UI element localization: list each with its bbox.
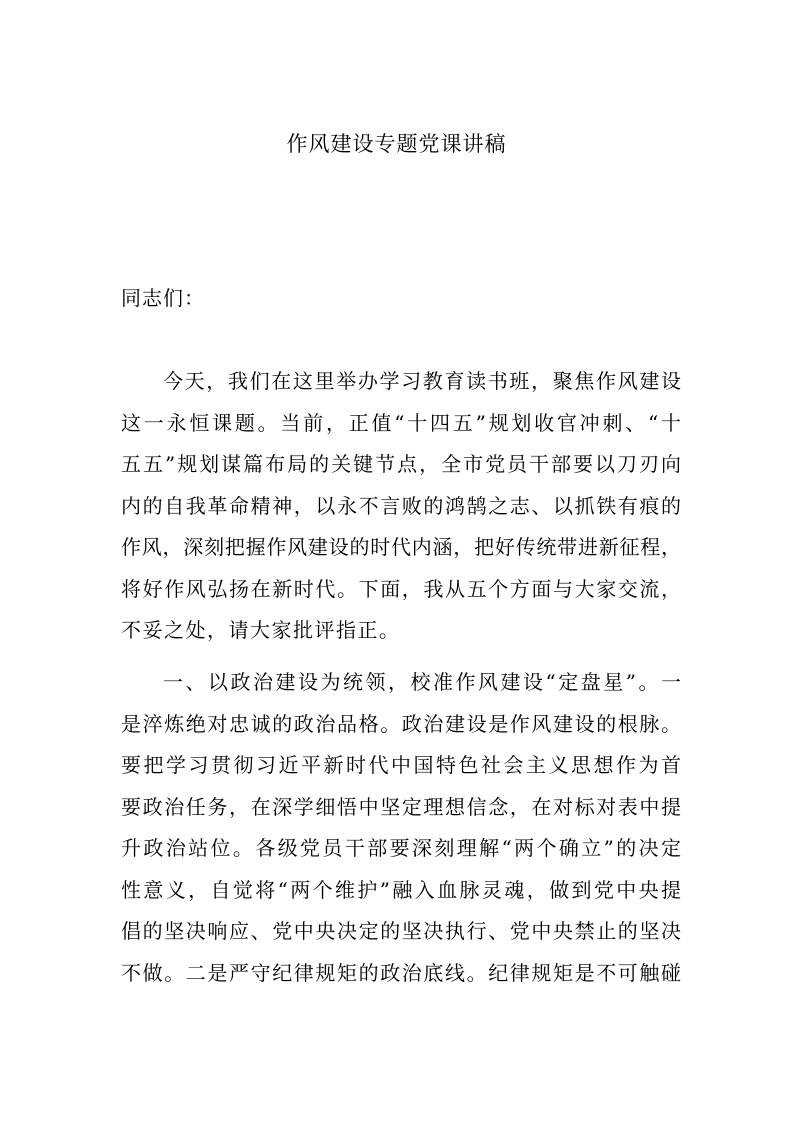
paragraph-intro: [121, 361, 681, 652]
paragraph-section-one: [121, 662, 681, 994]
paragraph-line: 一、以政治建设为统领，校准作风建设“定盘星”。一: [163, 670, 681, 694]
paragraph-line: 要把学习贯彻习近平新时代中国特色社会主义思想作为首: [121, 753, 681, 777]
paragraph-line: 将好作风弘扬在新时代。下面，我从五个方面与大家交流，: [121, 576, 681, 601]
paragraph-line: 升政治站位。各级党员干部要深刻理解“两个确立”的决定: [121, 836, 681, 860]
salutation: 同志们：: [121, 286, 205, 310]
paragraph-line: 性意义，自觉将“两个维护”融入血脉灵魂，做到党中央提: [121, 877, 681, 902]
paragraph-line: 不做。二是严守纪律规矩的政治底线。纪律规矩是不可触碰: [121, 960, 681, 985]
document-title: 作风建设专题党课讲稿: [286, 132, 507, 156]
paragraph-line: 五五”规划谋篇布局的关键节点，全市党员干部要以刀刃向: [121, 452, 681, 476]
paragraph-line: 作风，深刻把握作风建设的时代内涵，把好传统带进新征程，: [121, 535, 681, 559]
paragraph-line: 这一永恒课题。当前，正值“十四五”规划收官冲刺、“十: [121, 410, 681, 435]
paragraph-line: 倡的坚决响应、党中央决定的坚决执行、党中央禁止的坚决: [121, 919, 681, 943]
paragraph-line: 内的自我革命精神，以永不言败的鸿鹄之志、以抓铁有痕的: [121, 493, 681, 518]
paragraph-line: 今天，我们在这里举办学习教育读书班，聚焦作风建设: [163, 369, 681, 393]
paragraph-line: 要政治任务，在深学细悟中坚定理想信念，在对标对表中提: [121, 794, 681, 819]
paragraph-line: 不妥之处，请大家批评指正。: [121, 618, 401, 642]
paragraph-line: 是淬炼绝对忠诚的政治品格。政治建设是作风建设的根脉。: [121, 711, 681, 736]
